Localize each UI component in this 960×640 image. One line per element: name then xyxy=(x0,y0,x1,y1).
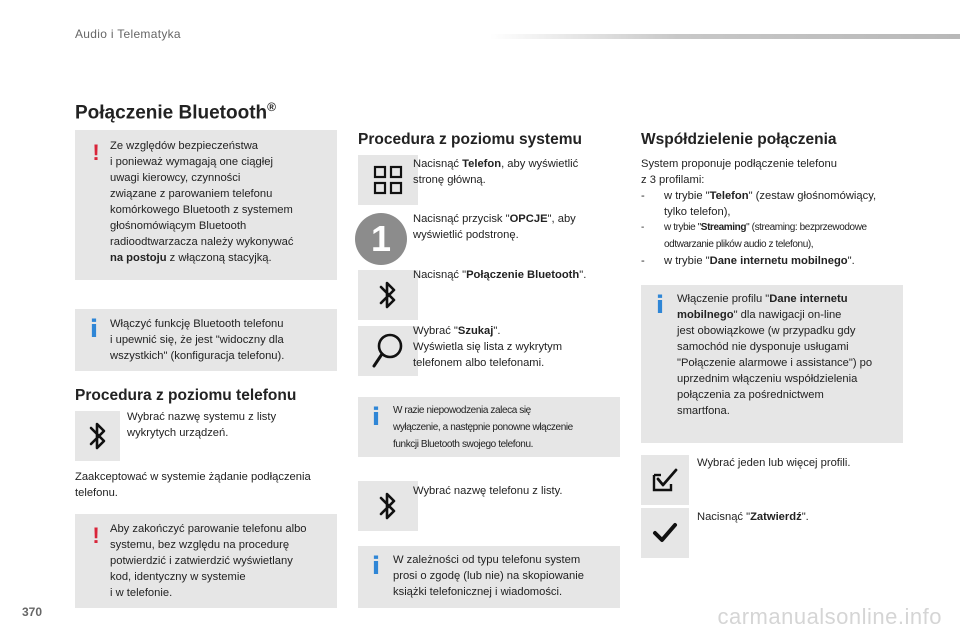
info-box-phonebook xyxy=(358,546,620,608)
step-press-bluetooth-connection: Nacisnąć "Połączenie Bluetooth". xyxy=(413,269,587,281)
step-select-system: Wybrać nazwę systemu z listy wykrytych urządzeń. xyxy=(127,411,277,439)
exclamation-icon: ! xyxy=(92,523,100,548)
sharing-intro: System proponuje podłączenie telefonu z 3 profilami: xyxy=(641,158,837,186)
grid-icon-box xyxy=(358,155,418,205)
bluetooth-icon xyxy=(377,489,399,523)
bluetooth-icon-box xyxy=(358,270,418,320)
heading-system-procedure: Procedura z poziomu systemu xyxy=(358,131,582,148)
checkbox-check-icon xyxy=(651,467,679,493)
step-press-phone: Nacisnąć Telefon, aby wyświetlić stronę główną. xyxy=(413,158,579,186)
heading-connection-sharing: Współdzielenie połączenia xyxy=(641,131,837,148)
info-icon: i xyxy=(655,291,665,319)
check-icon xyxy=(652,522,678,544)
bluetooth-icon-box xyxy=(75,411,120,461)
profile-streaming: - w trybie "Streaming" (streaming: bezprzewodowe odtwarzanie plików audio z telefonu), xyxy=(641,222,867,250)
info-icon: i xyxy=(371,403,381,431)
info-icon: i xyxy=(371,552,381,580)
step-select-phone-name: Wybrać nazwę telefonu z listy. xyxy=(413,485,563,497)
step-press-confirm: Nacisnąć "Zatwierdź". xyxy=(697,511,809,523)
profile-phone: - w trybie "Telefon" (zestaw głośnomówiący, tylko telefon), xyxy=(641,190,877,218)
step-select-profiles: Wybrać jeden lub więcej profili. xyxy=(697,457,851,469)
home-grid-icon xyxy=(373,165,403,195)
checkbox-icon-box xyxy=(641,455,689,505)
step-press-options: Nacisnąć przycisk "OPCJE", aby wyświetlić podstronę. xyxy=(413,213,576,241)
search-icon xyxy=(371,332,405,370)
section-header: Audio i Telematyka xyxy=(75,27,181,41)
bluetooth-icon xyxy=(377,278,399,312)
info-box-mobile-internet xyxy=(641,285,903,443)
search-icon-box xyxy=(358,326,418,376)
info-box-failure xyxy=(358,397,620,457)
exclamation-icon: ! xyxy=(92,140,100,165)
bluetooth-icon-box xyxy=(358,481,418,531)
step-number-badge: 1 xyxy=(355,213,407,265)
warning-text: Aby zakończyć parowanie telefonu albo systemu, bez względu na procedurę potwierdzić i zatwierdzić wyświetlany kod, identyczny w systemie i w telefonie. xyxy=(110,523,307,599)
page-title: Połączenie Bluetooth® xyxy=(75,100,276,124)
registered-mark: ® xyxy=(267,100,276,114)
info-box-enable-bluetooth xyxy=(75,309,337,371)
header-bar xyxy=(490,34,960,39)
info-text: Włączenie profilu "Dane internetu mobilnego" dla nawigacji on-line jest obowiązkowe (w przypadku gdy samochód nie dysponuje usługami "Połączenie alarmowe i assistance") po uprzednim włączeniu współdzielenia połączenia za pośrednictwem smartfona. xyxy=(677,293,873,417)
warning-box-confirm-code xyxy=(75,514,337,608)
info-text: W razie niepowodzenia zaleca się wyłączenie, a następnie ponowne włączenie funkcji Bluetooth swojego telefonu. xyxy=(393,405,573,450)
info-icon: i xyxy=(89,315,99,343)
warning-text: Ze względów bezpieczeństwa i ponieważ wymagają one ciągłej uwagi kierowcy, czynności związane z parowaniem telefonu komórkowego Bluetooth z systemem głośnomówiącym Bluetooth radioodtwarzacza należy wykonywać na postoju z włączoną stacyjką. xyxy=(110,140,294,264)
page-number: 370 xyxy=(22,605,43,619)
check-icon-box xyxy=(641,508,689,558)
accept-request: Zaakceptować w systemie żądanie podłączenia telefonu. xyxy=(75,471,311,499)
watermark: carmanualsonline.info xyxy=(717,604,942,629)
warning-box-safety xyxy=(75,130,337,280)
step-select-search: Wybrać "Szukaj". Wyświetla się lista z wykrytym telefonem albo telefonami. xyxy=(413,325,563,369)
profile-mobile-internet: - w trybie "Dane internetu mobilnego". xyxy=(641,255,855,267)
heading-phone-procedure: Procedura z poziomu telefonu xyxy=(75,387,297,404)
info-text: W zależności od typu telefonu system prosi o zgodę (lub nie) na skopiowanie książki telefonicznej i wiadomości. xyxy=(393,554,584,598)
info-text: Włączyć funkcję Bluetooth telefonu i upewnić się, że jest "widoczny dla wszystkich" (konfiguracja telefonu). xyxy=(110,318,285,362)
bluetooth-icon xyxy=(87,419,109,453)
